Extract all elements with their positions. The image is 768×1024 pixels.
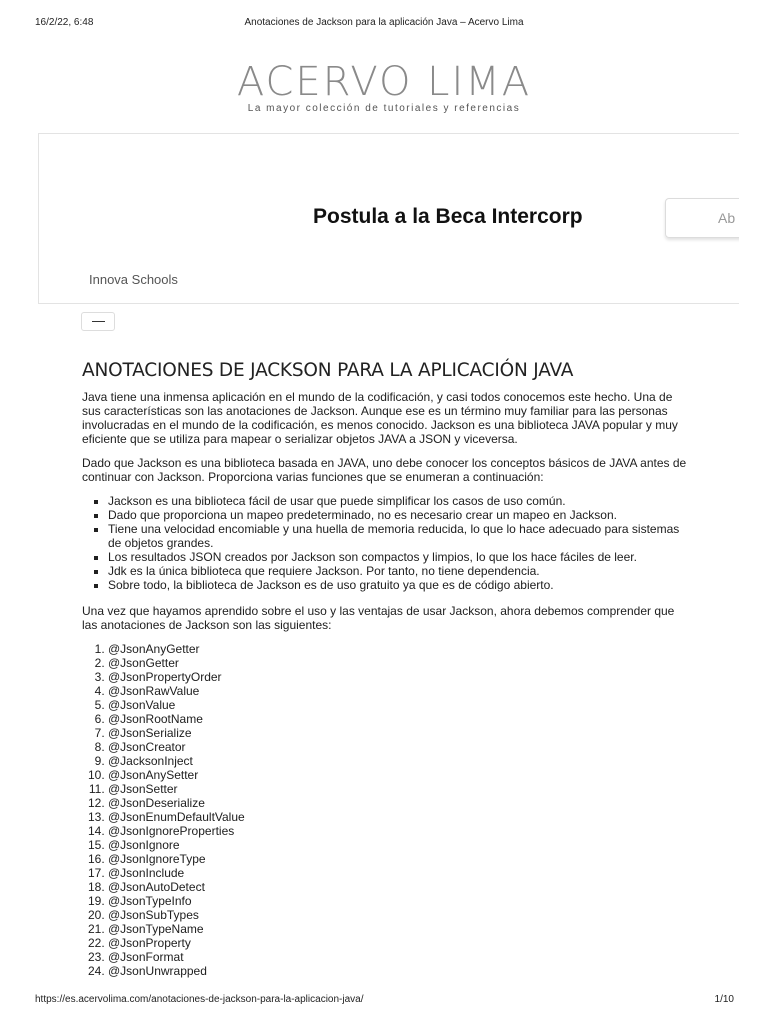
ad-cta-button[interactable]: Ab bbox=[665, 198, 739, 238]
annotation-item: 17. @JsonInclude bbox=[108, 866, 692, 880]
feature-item: ▪ Jdk es la única biblioteca que requiere Jackson. Por tanto, no tiene dependencia. bbox=[108, 564, 692, 578]
ad-banner[interactable] bbox=[38, 133, 739, 304]
annotation-item: 5. @JsonValue bbox=[108, 698, 692, 712]
annotation-item: 9. @JacksonInject bbox=[108, 754, 692, 768]
annotation-item: 21. @JsonTypeName bbox=[108, 922, 692, 936]
features-list bbox=[82, 494, 692, 592]
feature-item: ▪ Jackson es una biblioteca fácil de usar que puede simplificar los casos de uso común. bbox=[108, 494, 692, 508]
annotation-item: 10. @JsonAnySetter bbox=[108, 768, 692, 782]
ad-headline[interactable]: Postula a la Beca Intercorp bbox=[313, 205, 583, 228]
annotation-item: 15. @JsonIgnore bbox=[108, 838, 692, 852]
feature-item: ▪ Sobre todo, la biblioteca de Jackson es de uso gratuito ya que es de código abierto. bbox=[108, 578, 692, 592]
annotation-item: 11. @JsonSetter bbox=[108, 782, 692, 796]
article-paragraph: Dado que Jackson es una biblioteca basada en JAVA, uno debe conocer los conceptos básicos de JAVA antes de continuar con Jackson. Proporciona varias funciones que se enumeran a continuación: bbox=[82, 456, 687, 484]
annotation-item: 8. @JsonCreator bbox=[108, 740, 692, 754]
annotation-item: 24. @JsonUnwrapped bbox=[108, 964, 692, 978]
annotation-item: 16. @JsonIgnoreType bbox=[108, 852, 692, 866]
article-paragraph: Una vez que hayamos aprendido sobre el uso y las ventajas de usar Jackson, ahora debemos comprender que las anotaciones de Jackson son las siguientes: bbox=[82, 604, 675, 632]
ad-advertiser: Innova Schools bbox=[89, 272, 178, 287]
site-name: ACERVO LIMA bbox=[236, 59, 532, 105]
print-datetime: 16/2/22, 6:48 bbox=[35, 17, 94, 28]
feature-item: ▪ Dado que proporciona un mapeo predeterminado, no es necesario crear un mapeo en Jackson. bbox=[108, 508, 692, 522]
annotation-item: 1. @JsonAnyGetter bbox=[108, 642, 692, 656]
annotation-item: 4. @JsonRawValue bbox=[108, 684, 692, 698]
menu-toggle-button[interactable] bbox=[81, 312, 115, 331]
annotation-item: 7. @JsonSerialize bbox=[108, 726, 692, 740]
annotation-item: 23. @JsonFormat bbox=[108, 950, 692, 964]
print-page-number: 1/10 bbox=[714, 994, 734, 1005]
print-page-title: Anotaciones de Jackson para la aplicación Java – Acervo Lima bbox=[244, 17, 524, 28]
annotation-item: 3. @JsonPropertyOrder bbox=[108, 670, 692, 684]
annotation-item: 2. @JsonGetter bbox=[108, 656, 692, 670]
annotations-list bbox=[82, 642, 692, 978]
annotation-item: 12. @JsonDeserialize bbox=[108, 796, 692, 810]
annotation-item: 6. @JsonRootName bbox=[108, 712, 692, 726]
annotation-item: 19. @JsonTypeInfo bbox=[108, 894, 692, 908]
article-title: ANOTACIONES DE JACKSON PARA LA APLICACIÓN JAVA bbox=[82, 360, 574, 381]
print-url: https://es.acervolima.com/anotaciones-de-jackson-para-la-aplicacion-java/ bbox=[35, 994, 364, 1005]
annotation-item: 22. @JsonProperty bbox=[108, 936, 692, 950]
annotation-item: 20. @JsonSubTypes bbox=[108, 908, 692, 922]
hamburger-icon bbox=[92, 321, 105, 322]
site-logo[interactable] bbox=[0, 58, 768, 114]
annotation-item: 14. @JsonIgnoreProperties bbox=[108, 824, 692, 838]
annotation-item: 18. @JsonAutoDetect bbox=[108, 880, 692, 894]
site-tagline: La mayor colección de tutoriales y referencias bbox=[247, 103, 521, 114]
article bbox=[82, 360, 692, 978]
article-paragraph: Java tiene una inmensa aplicación en el mundo de la codificación, y casi todos conocemos este hecho. Una de sus características son las anotaciones de Jackson. Aunque ese es un término muy familiar para las personas involucradas en el mundo de la codificación, es menos conocido. Jackson es una biblioteca JAVA popular y muy eficiente que se utiliza para mapear o serializar objetos JAVA a JSON y viceversa. bbox=[82, 390, 678, 446]
annotation-item: 13. @JsonEnumDefaultValue bbox=[108, 810, 692, 824]
feature-item: ▪ Tiene una velocidad encomiable y una huella de memoria reducida, lo que lo hace adecuado para sistemas de objetos grandes. bbox=[108, 522, 692, 550]
feature-item: ▪ Los resultados JSON creados por Jackson son compactos y limpios, lo que los hace fáciles de leer. bbox=[108, 550, 692, 564]
